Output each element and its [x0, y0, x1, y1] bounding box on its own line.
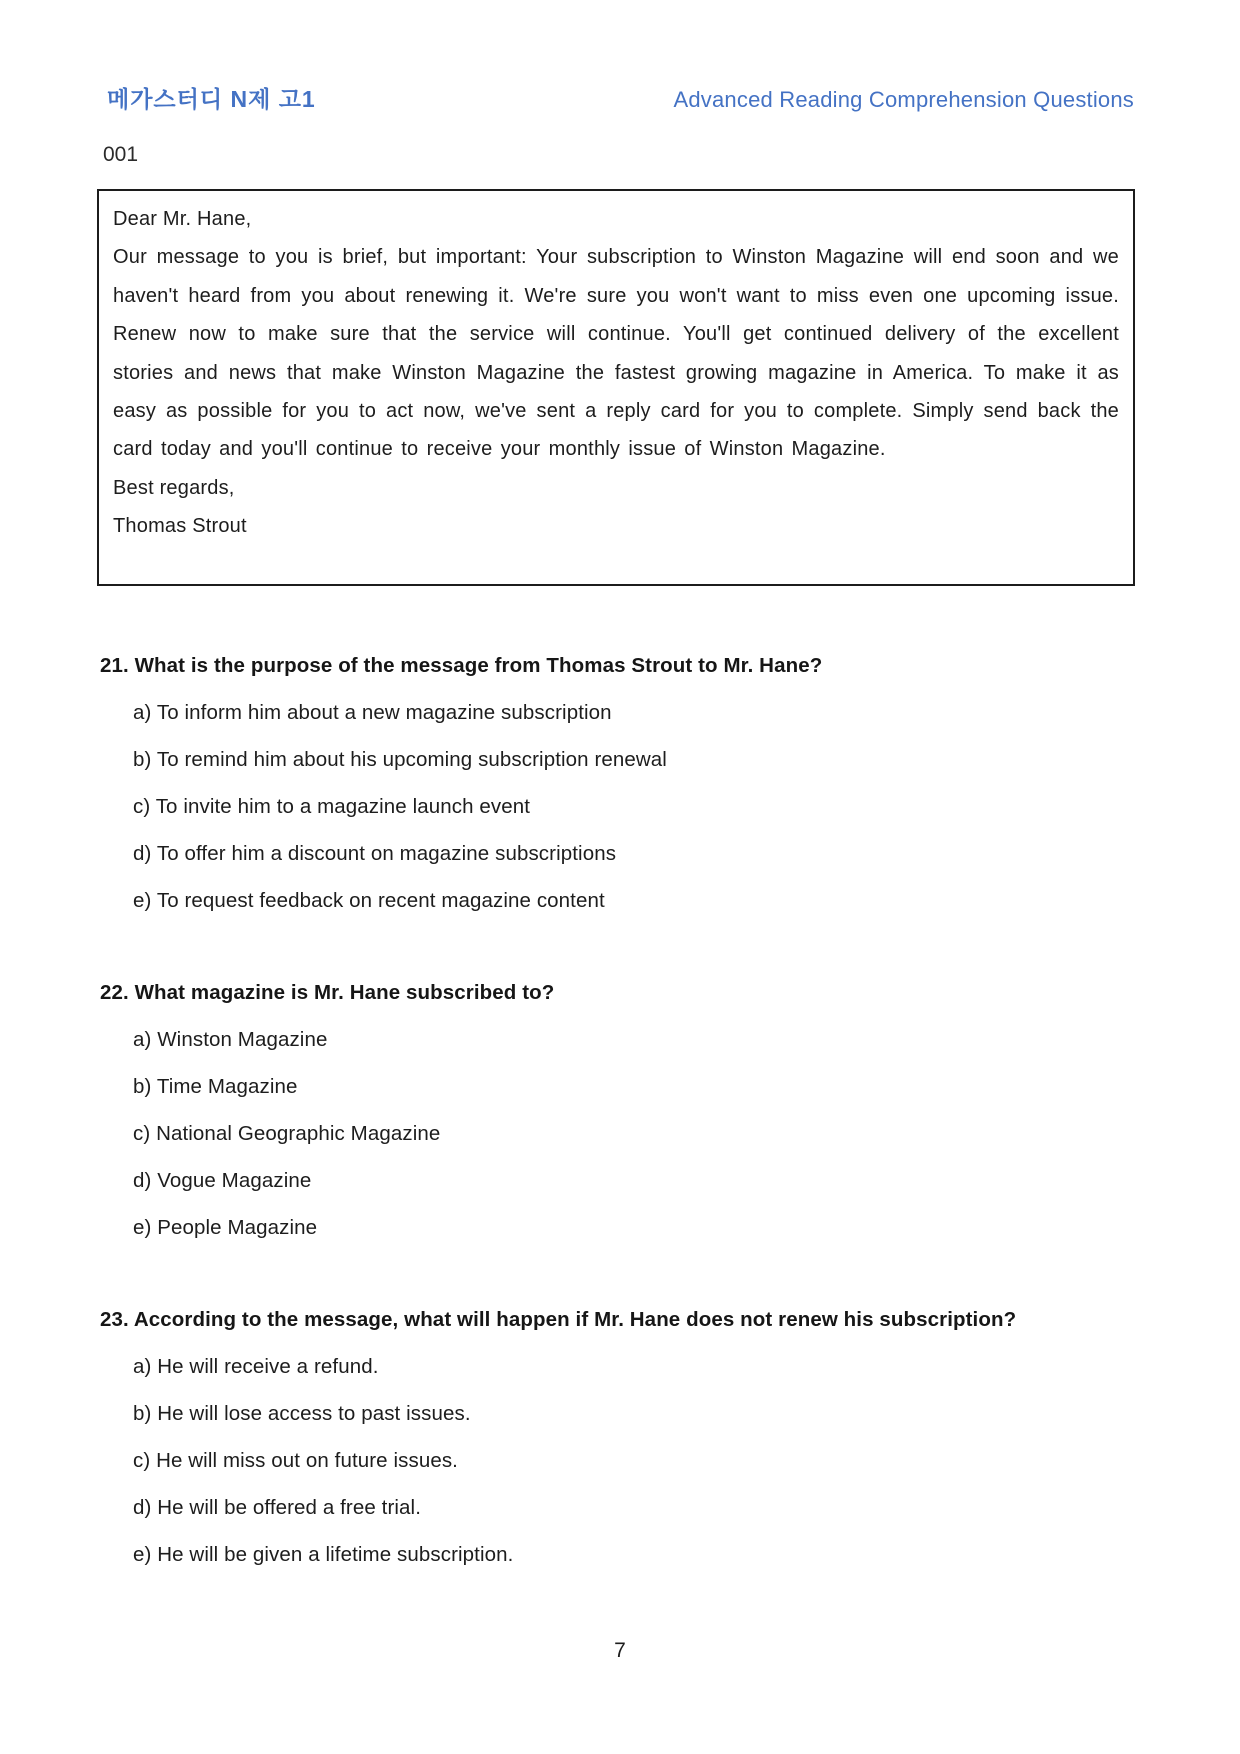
brand-title: 메가스터디 N제 고1	[107, 86, 316, 112]
option	[133, 748, 1140, 772]
option-text: To remind him about his upcoming subscription renewal	[156, 748, 667, 771]
option-text: Vogue Magazine	[157, 1169, 312, 1192]
option-label: b)	[133, 1075, 157, 1098]
question-number: 22.	[100, 981, 135, 1004]
option	[133, 842, 1140, 866]
option	[133, 701, 1140, 725]
option-text: National Geographic Magazine	[156, 1122, 441, 1145]
option-text: People Magazine	[157, 1216, 318, 1239]
question-block	[100, 981, 1140, 1240]
option-label: e)	[133, 1543, 158, 1566]
question-title	[100, 1308, 1140, 1332]
question-title	[100, 654, 1140, 678]
page-number: 7	[614, 1639, 626, 1662]
option	[133, 1028, 1140, 1052]
option	[133, 1543, 1140, 1567]
question-number: 23.	[100, 1308, 134, 1331]
option-label: a)	[133, 1028, 158, 1051]
option	[133, 889, 1140, 913]
option-label: d)	[133, 1169, 158, 1192]
option-label: d)	[133, 842, 157, 865]
option	[133, 1216, 1140, 1240]
option	[133, 1355, 1140, 1379]
passage-body: Our message to you is brief, but important: Your subscription to Winston Magazine will end soon and we haven't heard from you about renewing it. We're sure you won't want to miss even one upcoming issue. Renew now to make sure that the service will continue. You'll get continued delivery of the excellent stories and news that make Winston Magazine the fastest growing magazine in America. To make it as easy as possible for you to act now, we've sent a reply card for you to complete. Simply send back the card today and you'll continue to receive your monthly issue of Winston Magazine.	[113, 246, 1119, 461]
option	[133, 1402, 1140, 1426]
option-label: b)	[133, 1402, 158, 1425]
passage-salutation: Dear Mr. Hane,	[113, 208, 252, 230]
option-text: He will miss out on future issues.	[156, 1449, 458, 1472]
option-text: Winston Magazine	[157, 1028, 328, 1051]
option	[133, 1122, 1140, 1146]
option-label: b)	[133, 748, 157, 771]
option-text: To offer him a discount on magazine subscriptions	[156, 842, 617, 865]
option-text: He will receive a refund.	[157, 1355, 379, 1378]
option-text: To request feedback on recent magazine content	[156, 889, 605, 912]
question-block	[100, 654, 1140, 913]
question-prompt: What magazine is Mr. Hane subscribed to?	[134, 981, 555, 1004]
option-label: c)	[133, 1122, 157, 1145]
passage-box	[97, 189, 1135, 586]
option-text: He will be given a lifetime subscription.	[157, 1543, 514, 1566]
option-label: a)	[133, 701, 157, 724]
option-text: To invite him to a magazine launch event	[155, 795, 531, 818]
option	[133, 1496, 1140, 1520]
passage-signature: Thomas Strout	[113, 515, 247, 538]
question-prompt: According to the message, what will happen if Mr. Hane does not renew his subscription?	[133, 1308, 1017, 1331]
option-label: e)	[133, 1216, 158, 1239]
questions	[100, 654, 1140, 1567]
option-text: Time Magazine	[156, 1075, 298, 1098]
option-label: a)	[133, 1355, 158, 1378]
option	[133, 1449, 1140, 1473]
question-number: 21.	[100, 654, 135, 677]
options-list	[100, 701, 1140, 913]
page-header	[0, 0, 1240, 112]
option-label: d)	[133, 1496, 158, 1519]
option-text: To inform him about a new magazine subscription	[156, 701, 612, 724]
option	[133, 1075, 1140, 1099]
option-text: He will lose access to past issues.	[157, 1402, 471, 1425]
option	[133, 795, 1140, 819]
option-label: e)	[133, 889, 157, 912]
option	[133, 1169, 1140, 1193]
option-text: He will be offered a free trial.	[157, 1496, 421, 1519]
page-footer	[0, 1639, 1240, 1663]
question-prompt: What is the purpose of the message from Thomas Strout to Mr. Hane?	[134, 654, 823, 677]
passage-closing: Best regards,	[113, 476, 235, 499]
question-block	[100, 1308, 1140, 1567]
options-list	[100, 1028, 1140, 1240]
page-title: Advanced Reading Comprehension Questions	[673, 87, 1134, 112]
option-label: c)	[133, 795, 156, 818]
option-label: c)	[133, 1449, 157, 1472]
item-number: 001	[103, 143, 139, 166]
question-title	[100, 981, 1140, 1005]
options-list	[100, 1355, 1140, 1567]
